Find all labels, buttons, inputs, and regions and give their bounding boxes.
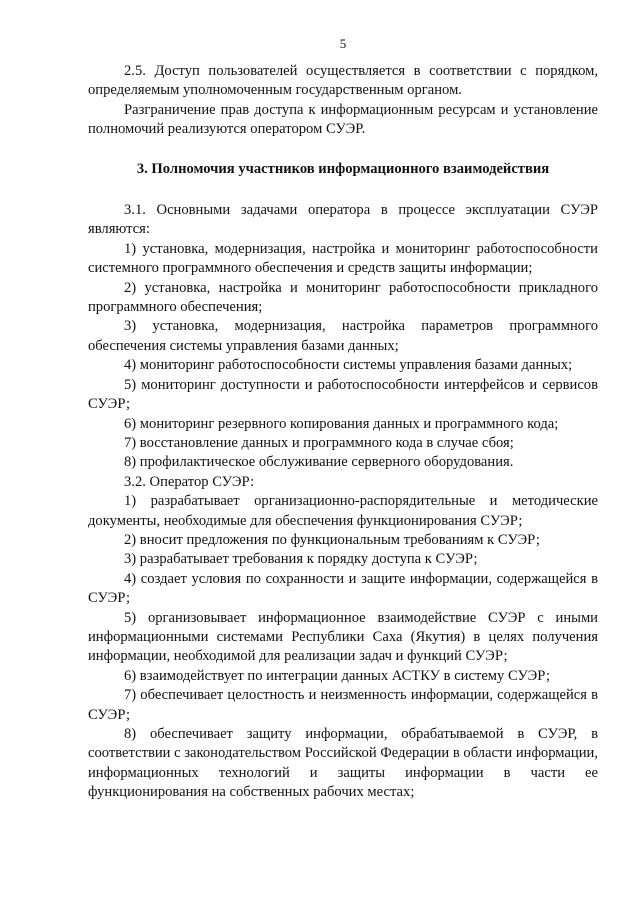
list-item-3-2-2: 2) вносит предложения по функциональным требованиям к СУЭР;	[124, 531, 540, 548]
list-item-3-1-8: 8) профилактическое обслуживание серверного оборудования.	[124, 454, 514, 471]
list-item-3-1-6: 6) мониторинг резервного копирования данных и программного кода;	[124, 415, 559, 432]
list-item-3-2-4: 4) создает условия по сохранности и защите информации, содержащейся в СУЭР;	[88, 570, 598, 607]
list-item-3-1-7: 7) восстановление данных и программного кода в случае сбоя;	[124, 434, 514, 451]
list-item-3-2-5: 5) организовывает информационное взаимодействие СУЭР с иными информационными системами Республики Саха (Якутия) в целях получения информации, необходимой для реализации задач и функций СУЭР;	[88, 609, 598, 665]
list-item-3-2-3: 3) разрабатывает требования к порядку доступа к СУЭР;	[124, 551, 478, 568]
list-item-3-1-1: 1) установка, модернизация, настройка и мониторинг работоспособности системного программного обеспечения и средств защиты информации;	[88, 240, 598, 277]
page-number: 5	[339, 36, 347, 51]
list-item-3-2-7: 7) обеспечивает целостность и неизменность информации, содержащейся в СУЭР;	[88, 687, 598, 723]
list-item-3-1-4: 4) мониторинг работоспособности системы управления базами данных;	[124, 357, 573, 374]
list-item-3-1-5: 5) мониторинг доступности и работоспособности интерфейсов и сервисов СУЭР;	[88, 376, 598, 413]
list-item-3-1-3: 3) установка, модернизация, настройка параметров программного обеспечения системы управления базами данных;	[88, 318, 598, 354]
paragraph-access-rights: Разграничение прав доступа к информационным ресурсам и установление полномочий реализуются оператором СУЭР.	[88, 101, 598, 138]
paragraph-3-1-intro: 3.1. Основными задачами оператора в процессе эксплуатации СУЭР являются:	[88, 202, 598, 238]
paragraph-3-2-intro: 3.2. Оператор СУЭР:	[124, 473, 255, 490]
section-heading: 3. Полномочия участников информационного взаимодействия	[136, 160, 550, 177]
list-item-3-2-8: 8) обеспечивает защиту информации, обрабатываемой в СУЭР, в соответствии с законодательством Российской Федерации в области информации, информационных технологий и защиты информации в части ее функционирования на собственных рабочих местах;	[88, 726, 598, 801]
list-item-3-2-1: 1) разрабатывает организационно-распорядительные и методические документы, необходимые для обеспечения функционирования СУЭР;	[88, 493, 598, 529]
paragraph-2-5: 2.5. Доступ пользователей осуществляется в соответствии с порядком, определяемым уполномоченным государственным органом.	[88, 63, 598, 99]
list-item-3-2-6: 6) взаимодействует по интеграции данных АСТКУ в систему СУЭР;	[124, 667, 551, 684]
list-item-3-1-2: 2) установка, настройка и мониторинг работоспособности прикладного программного обеспечения;	[88, 279, 598, 316]
